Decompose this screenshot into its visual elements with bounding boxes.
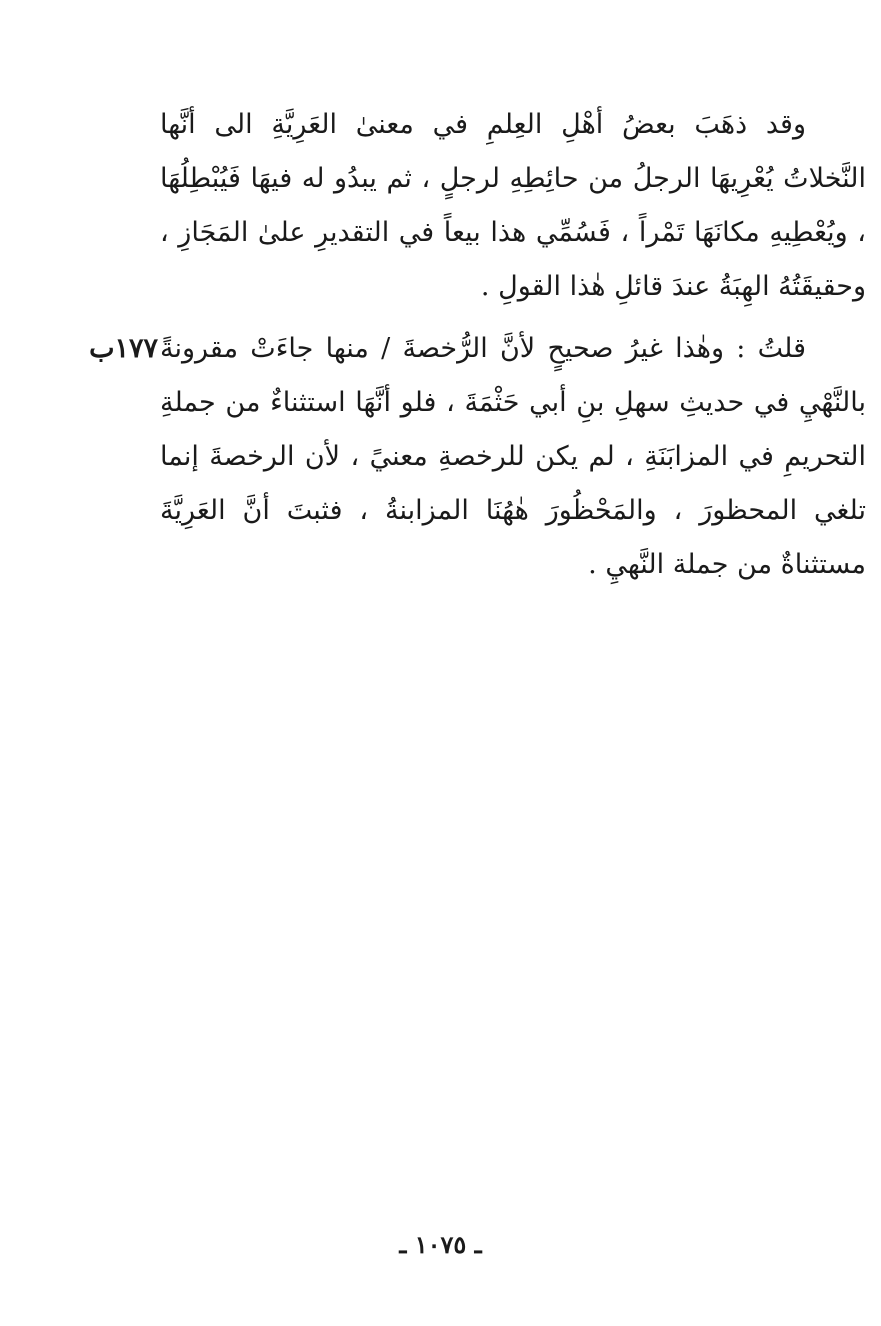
- page-number: ـ ١٠٧٥ ـ: [399, 1230, 482, 1259]
- paragraph-2-text: قلتُ : وهٰذا غيرُ صحيحٍ لأنَّ الرُّخصةَ / منها جاءَتْ مقرونةً بالنَّهْيِ في حديثِ سهلِ بنِ أبي حَثْمَةَ ، فلو أنَّهَا استثناءٌ من جملةِ التحريمِ في المزابَنَةِ ، لم يكن للرخصةِ معنيً ، لأن الرخصةَ إنما تلغي المحظورَ ، والمَحْظُورَ هٰهُنَا المزابنةُ ، فثبتَ أنَّ العَرِيَّةَ مستثناةٌ من جملة النَّهيِ .: [160, 333, 866, 580]
- paragraph-2: [160, 322, 866, 592]
- paragraph-1: [160, 98, 866, 314]
- folio-margin-note: ١٧٧ب: [89, 333, 158, 364]
- paragraph-1-text: وقد ذهَبَ بعضُ أهْلِ العِلمِ في معنىٰ العَرِيَّةِ الى أنَّها النَّخلاتُ يُعْرِيهَا الرجلُ من حائِطِهِ لرجلٍ ، ثم يبدُو له فيهَا فَيُبْطِلُهَا ، ويُعْطِيهِ مكانَهَا تَمْراً ، فَسُمِّي هذا بيعاً في التقديرِ علىٰ المَجَازِ ، وحقيقَتُهُ الهِبَةُ عندَ قائلِ هٰذا القولِ .: [160, 109, 866, 302]
